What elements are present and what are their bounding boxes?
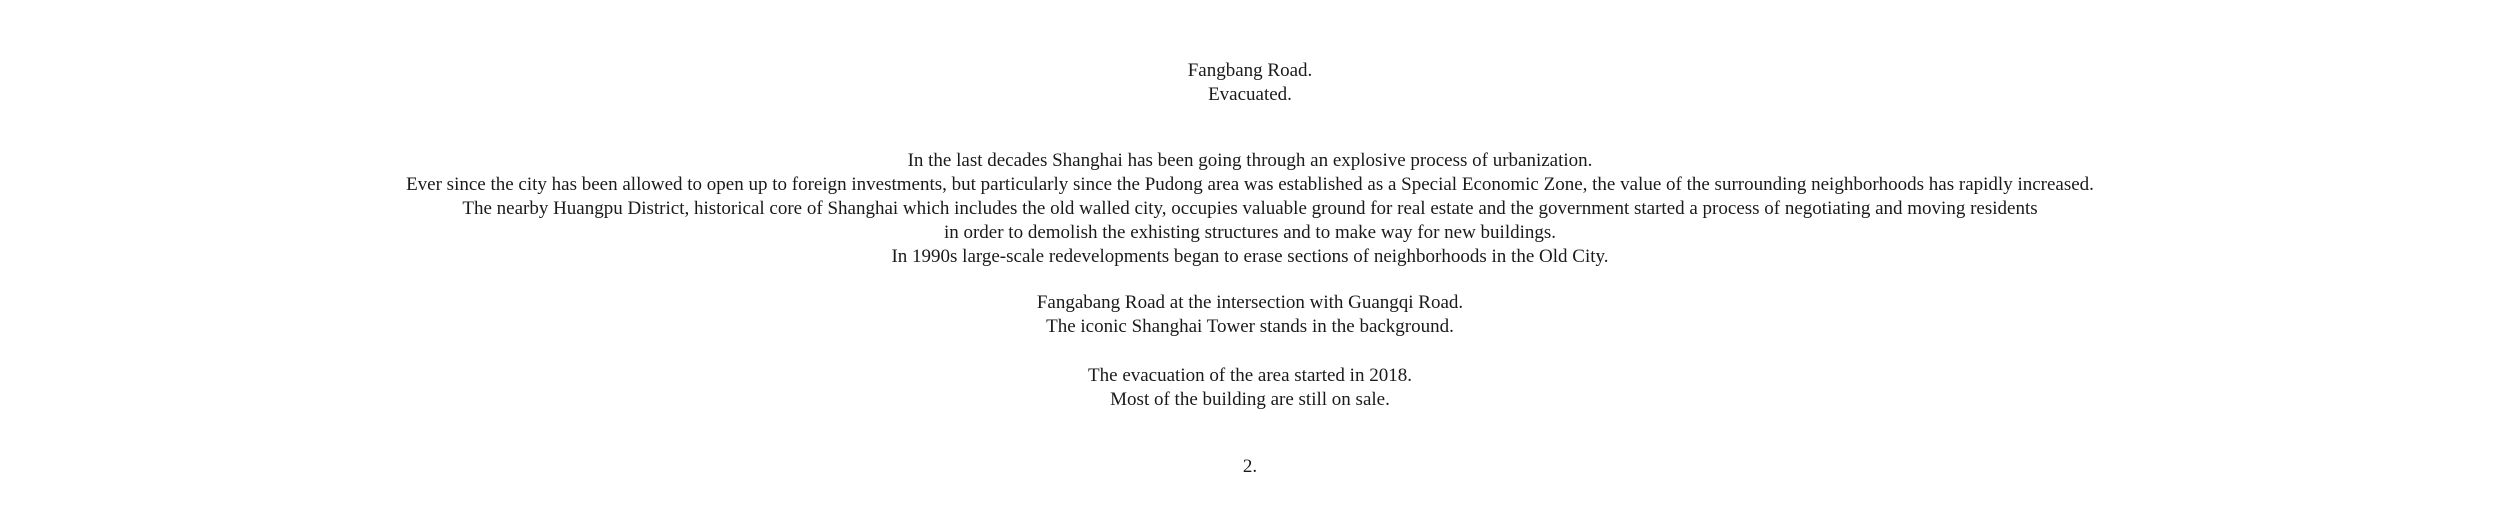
title-block	[0, 59, 2500, 107]
caption-line-2: The iconic Shanghai Tower stands in the background.	[1046, 316, 1454, 337]
caption-line-1: Fangabang Road at the intersection with Guangqi Road.	[1036, 292, 1464, 313]
page-number: 2.	[1242, 456, 1258, 477]
evacuation-line-1: The evacuation of the area started in 2018.	[1088, 365, 1412, 386]
intro-line-5: In 1990s large-scale redevelopments began to erase sections of neighborhoods in the Old City.	[891, 246, 1609, 267]
intro-line-1: In the last decades Shanghai has been going through an explosive process of urbanization.	[907, 150, 1593, 171]
intro-line-2: Ever since the city has been allowed to open up to foreign investments, but particularly since the Pudong area was established as a Special Economic Zone, the value of the surrounding neighborhoods has rapidly increased.	[406, 174, 2094, 195]
evacuation-line-2: Most of the building are still on sale.	[1110, 389, 1390, 410]
intro-paragraph	[0, 149, 2500, 269]
title-line-1: Fangbang Road.	[1187, 60, 1313, 81]
intro-line-4: in order to demolish the exhisting structures and to make way for new buildings.	[943, 222, 1557, 243]
intro-line-3: The nearby Huangpu District, historical core of Shanghai which includes the old walled city, occupies valuable ground for real estate and the government started a process of negotiating and moving residents	[462, 198, 2038, 219]
title-line-2: Evacuated.	[1208, 84, 1292, 105]
photo-caption	[0, 291, 2500, 339]
evacuation-note	[0, 364, 2500, 412]
